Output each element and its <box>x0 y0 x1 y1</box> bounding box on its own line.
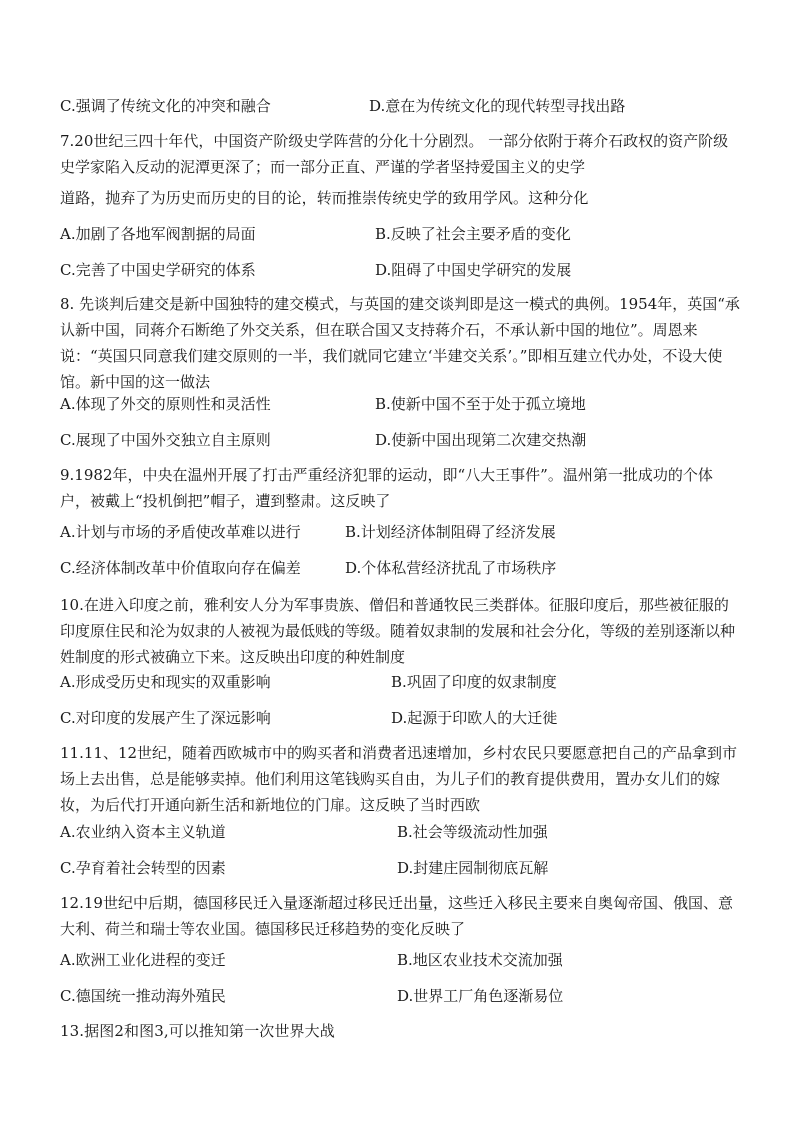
q6-option-c: C.强调了传统文化的冲突和融合 <box>60 97 271 115</box>
q8-option-c: C.展现了中国外交独立自主原则 <box>60 431 271 449</box>
q11-option-a: A.农业纳入资本主义轨道 <box>60 823 226 841</box>
q7-option-d: D.阻碍了中国史学研究的发展 <box>375 261 572 279</box>
q7-option-c: C.完善了中国史学研究的体系 <box>60 261 256 279</box>
q9-stem: 9.1982年，中央在温州开展了打击严重经济犯罪的运动，即“八大王事件”。温州第一批成功的个体户，被戴上“投机倒把”帽子，遭到整肃。这反映了 <box>60 466 713 510</box>
q12-option-a: A.欧洲工业化进程的变迁 <box>60 951 226 969</box>
q11-option-b: B.社会等级流动性加强 <box>397 823 548 841</box>
q11-option-d: D.封建庄园制彻底瓦解 <box>397 859 549 877</box>
q7-option-a: A.加剧了各地军阀割据的局面 <box>60 225 256 243</box>
q12-option-c: C.德国统一推动海外殖民 <box>60 987 226 1005</box>
q7-stem-continued: 道路，抛弃了为历史而历史的目的论，转而推崇传统史学的致用学风。这种分化 <box>60 189 589 207</box>
q10-option-c: C.对印度的发展产生了深远影响 <box>60 709 271 727</box>
q10-option-a: A.形成受历史和现实的双重影响 <box>60 673 271 691</box>
q9-option-b: B.计划经济体制阻碍了经济发展 <box>345 523 556 541</box>
q8-option-d: D.使新中国出现第二次建交热潮 <box>375 431 587 449</box>
q9-option-a: A.计划与市场的矛盾使改革难以进行 <box>60 523 301 541</box>
q9-option-d: D.个体私营经济扰乱了市场秩序 <box>345 559 557 577</box>
q8-option-b: B.使新中国不至于处于孤立境地 <box>375 395 586 413</box>
q7-option-b: B.反映了社会主要矛盾的变化 <box>375 225 571 243</box>
q12-option-b: B.地区农业技术交流加强 <box>397 951 563 969</box>
q12-stem: 12.19世纪中后期，德国移民迁入量逐渐超过移民迁出量，这些迁入移民主要来自奥匈帝国、俄国、意大利、荷兰和瑞士等农业国。德国移民迁移趋势的变化反映了 <box>60 894 733 938</box>
q11-stem: 11.11、12世纪，随着西欧城市中的购买者和消费者迅速增加，乡村农民只要愿意把自己的产品拿到市场上去出售，总是能够卖掉。他们利用这笔钱购买自由，为儿子们的教育提供费用，置办女儿们的嫁妆，为后代打开通向新生活和新地位的门扉。这反映了当时西欧 <box>60 744 738 814</box>
q10-option-b: B.巩固了印度的奴隶制度 <box>391 673 557 691</box>
q12-option-d: D.世界工厂角色逐渐易位 <box>397 987 564 1005</box>
q7-stem: 7.20世纪三四十年代，中国资产阶级史学阵营的分化十分剧烈。 一部分依附于蒋介石政权的资产阶级史学家陷入反动的泥潭更深了；而一部分正直、严谨的学者坚持爱国主义的史学 <box>60 132 729 176</box>
q10-option-d: D.起源于印欧人的大迁徙 <box>391 709 558 727</box>
q8-option-a: A.体现了外交的原则性和灵活性 <box>60 395 271 413</box>
q6-option-d: D.意在为传统文化的现代转型寻找出路 <box>369 97 626 115</box>
q13-stem: 13.据图2和图3,可以推知第一次世界大战 <box>60 1022 335 1040</box>
q9-option-c: C.经济体制改革中价值取向存在偏差 <box>60 559 301 577</box>
q11-option-c: C.孕育着社会转型的因素 <box>60 859 226 877</box>
q10-stem: 10.在进入印度之前，雅利安人分为军事贵族、僧侣和普通牧民三类群体。征服印度后，那些被征服的印度原住民和沦为奴隶的人被视为最低贱的等级。随着奴隶制的发展和社会分化，等级的差别逐渐以种姓制度的形式被确立下来。这反映出印度的种姓制度 <box>60 596 736 666</box>
q8-stem: 8. 先谈判后建交是新中国独特的建交模式，与英国的建交谈判即是这一模式的典例。1954年，英国“承认新中国，同蒋介石断绝了外交关系，但在联合国又支持蒋介石，不承认新中国的地位”。周恩来说：“英国只同意我们建交原则的一半，我们就同它建立‘半建交关系’。”即相互建立代办处，不设大使馆。新中国的这一做法 <box>60 295 740 391</box>
